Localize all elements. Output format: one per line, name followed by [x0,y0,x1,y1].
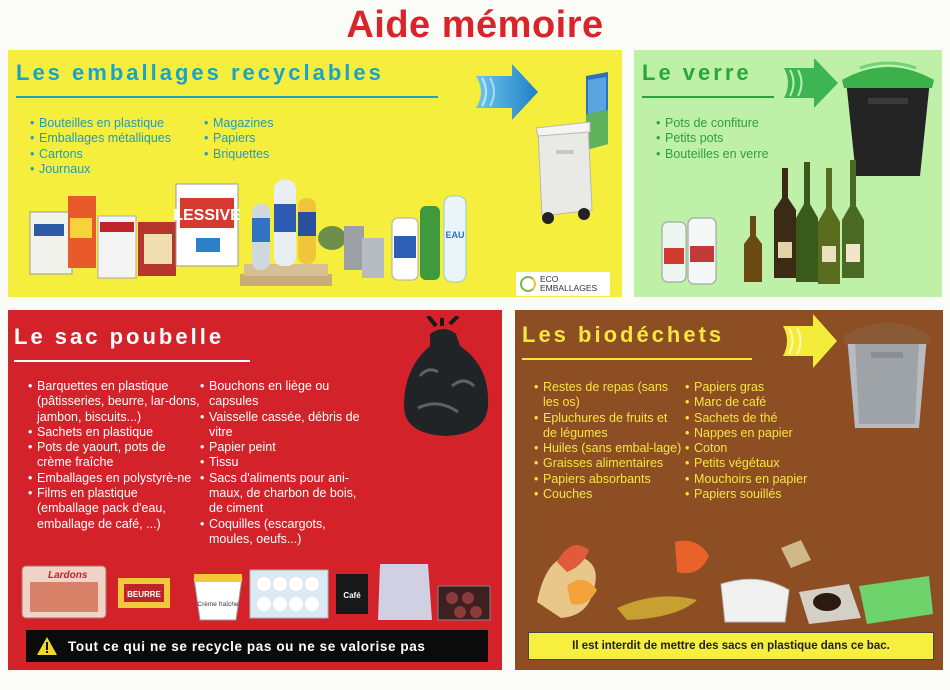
eco-logo-line1: ECO [540,274,559,284]
panel-biodechets [515,310,943,670]
cafe-label: Café [343,591,361,600]
notice-banner [528,632,934,660]
list-item: • Nappes en papier [685,426,845,441]
list-item: • Emballages métalliques [30,131,171,146]
sac-title: Le sac poubelle [14,324,225,349]
list-item: • Magazines [204,116,273,131]
list-item: • Pots de yaourt, pots de crème fraîche [28,440,200,471]
recyclables-divider [16,96,438,98]
panel-sac-poubelle [8,310,502,670]
sac-list-2 [200,379,360,547]
page-title: Aide mémoire [346,4,604,46]
trash-bag-icon [398,316,494,440]
warning-text: Tout ce qui ne se recycle pas ou ne se valorise pas [68,638,426,654]
list-item: • Papiers absorbants [534,472,682,487]
bio-divider [522,358,752,360]
glass-items-image [658,158,878,294]
list-item: • Mouchoirs en papier [685,472,845,487]
beurre-label: BEURRE [127,590,161,599]
arrow-right-icon [779,314,839,368]
recycling-bin-icon [528,70,612,228]
list-item: • Sachets de thé [685,411,845,426]
list-item: • Sachets en plastique [28,425,200,440]
list-item: • Coton [685,441,845,456]
list-item: • Papier peint [200,440,360,455]
list-item: • Petits végétaux [685,456,845,471]
list-item: • Bouteilles en verre [656,147,769,162]
warning-triangle-icon [36,636,58,656]
biowaste-items-image [527,532,933,624]
verre-list [656,116,769,162]
list-item: • Tissu [200,455,360,470]
list-item: • Restes de repas (sans les os) [534,380,682,411]
recyclables-list-2 [204,116,273,162]
arrow-right-icon [780,58,840,108]
recyclable-products-image [26,178,506,290]
verre-divider [642,96,774,98]
list-item: • Graisses alimentaires [534,456,682,471]
sac-divider [14,360,250,362]
eco-logo-icon [520,276,536,292]
bio-title: Les biodéchets [522,322,725,347]
list-item: • Papiers souillés [685,487,845,502]
waste-products-image [18,564,492,624]
panel-recyclables [8,50,622,297]
list-item: • Papiers [204,131,273,146]
list-item: • Papiers gras [685,380,845,395]
list-item: • Huiles (sans embal-lage) [534,441,682,456]
list-item: • Films en plastique (emballage pack d'eau, emballage de café, ...) [28,486,200,532]
list-item: • Pots de confiture [656,116,769,131]
creme-label: Crème fraîche [197,601,239,608]
list-item: • Briquettes [204,147,273,162]
lessive-label: LESSIVE [173,207,241,224]
list-item: • Emballages en polystyrè-ne [28,471,200,486]
sac-list-1 [28,379,200,532]
list-item: • Epluchures de fruits et de légumes [534,411,682,442]
recyclables-list-1 [30,116,171,177]
eau-label: EAU [445,230,465,240]
list-item: • Bouteilles en plastique [30,116,171,131]
list-item: • Couches [534,487,682,502]
list-item: • Marc de café [685,395,845,410]
list-item: • Cartons [30,147,171,162]
list-item: • Sacs d'aliments pour ani-maux, de charbon de bois, de ciment [200,471,360,517]
notice-text: Il est interdit de mettre des sacs en plastique dans ce bac. [572,640,890,652]
list-item: • Bouchons en liège ou capsules [200,379,360,410]
list-item: • Barquettes en plastique (pâtisseries, beurre, lar-dons, jambon, biscuits...) [28,379,200,425]
lardons-label: Lardons [48,570,88,581]
verre-title: Le verre [642,60,752,85]
eco-emballages-logo [516,272,610,296]
compost-bin-icon [841,316,933,432]
panel-verre [634,50,942,297]
list-item: • Coquilles (escargots, moules, oeufs...) [200,517,360,548]
bio-list-2 [685,380,845,502]
warning-banner [26,630,488,662]
list-item: • Journaux [30,162,171,177]
bio-list-1 [534,380,682,502]
list-item: • Vaisselle cassée, débris de vitre [200,410,360,441]
eco-logo-line2: EMBALLAGES [540,283,598,293]
recyclables-title: Les emballages recyclables [16,60,384,85]
list-item: • Petits pots [656,131,769,146]
